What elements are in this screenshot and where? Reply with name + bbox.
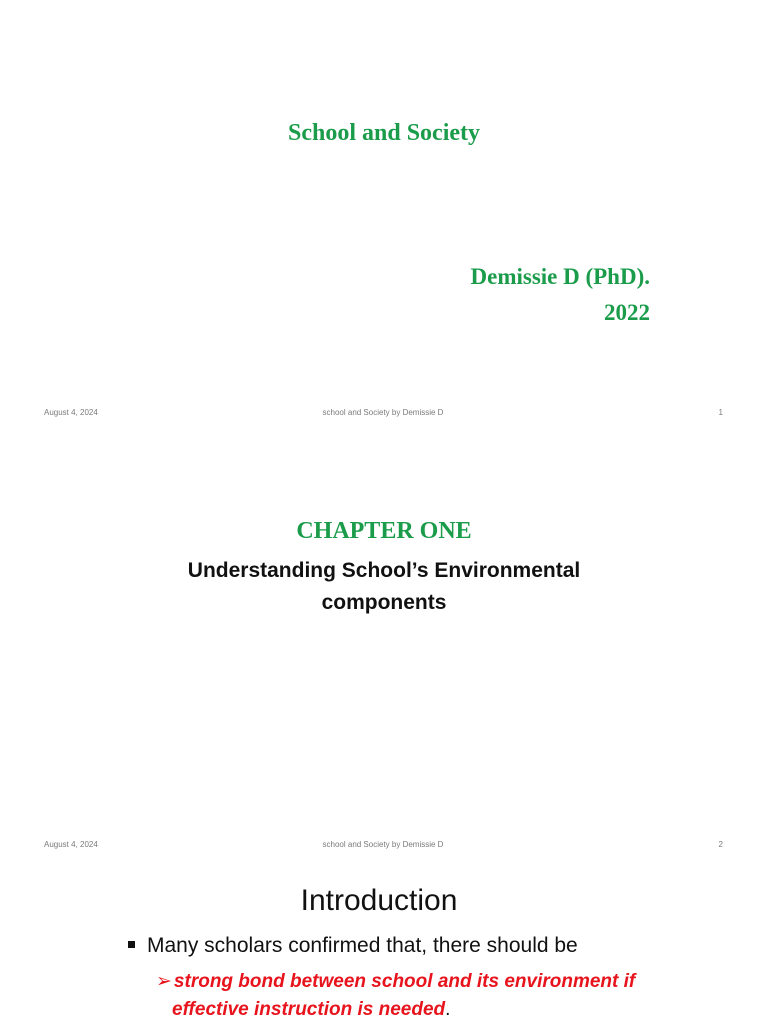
bullet-item	[128, 934, 748, 958]
chapter-subtitle	[0, 555, 768, 619]
chapter-subtitle-line-2: components	[321, 591, 447, 614]
footer-date: August 4, 2024	[44, 408, 98, 417]
square-bullet-icon	[128, 941, 135, 948]
slide-number: 1	[718, 408, 723, 417]
presentation-title: School and Society	[287, 120, 481, 146]
arrow-bullet-icon: ➢	[156, 971, 172, 992]
footer-center-text: school and Society by Demissie D	[322, 408, 444, 417]
slide-number: 2	[718, 840, 723, 849]
bullet-text: Many scholars confirmed that, there should be	[147, 934, 578, 957]
sub-bullet-line-2: effective instruction is needed	[172, 999, 446, 1020]
slide-1	[0, 0, 768, 432]
presentation-year: 2022	[604, 300, 650, 325]
footer-center-text: school and Society by Demissie D	[322, 840, 444, 849]
sub-bullet-line-1: strong bond between school and its environment if	[173, 971, 636, 992]
slide-2	[0, 432, 768, 864]
slide-footer	[0, 840, 768, 852]
slide-3	[0, 864, 768, 1024]
slide-heading: Introduction	[300, 884, 458, 917]
sub-bullet-item	[156, 968, 716, 1024]
sub-bullet-period: .	[445, 999, 451, 1020]
author-name: Demissie D (PhD).	[470, 264, 650, 289]
chapter-subtitle-line-1: Understanding School’s Environmental	[187, 559, 581, 582]
chapter-heading: CHAPTER ONE	[296, 518, 472, 544]
footer-date: August 4, 2024	[44, 840, 98, 849]
slide-footer	[0, 408, 768, 420]
